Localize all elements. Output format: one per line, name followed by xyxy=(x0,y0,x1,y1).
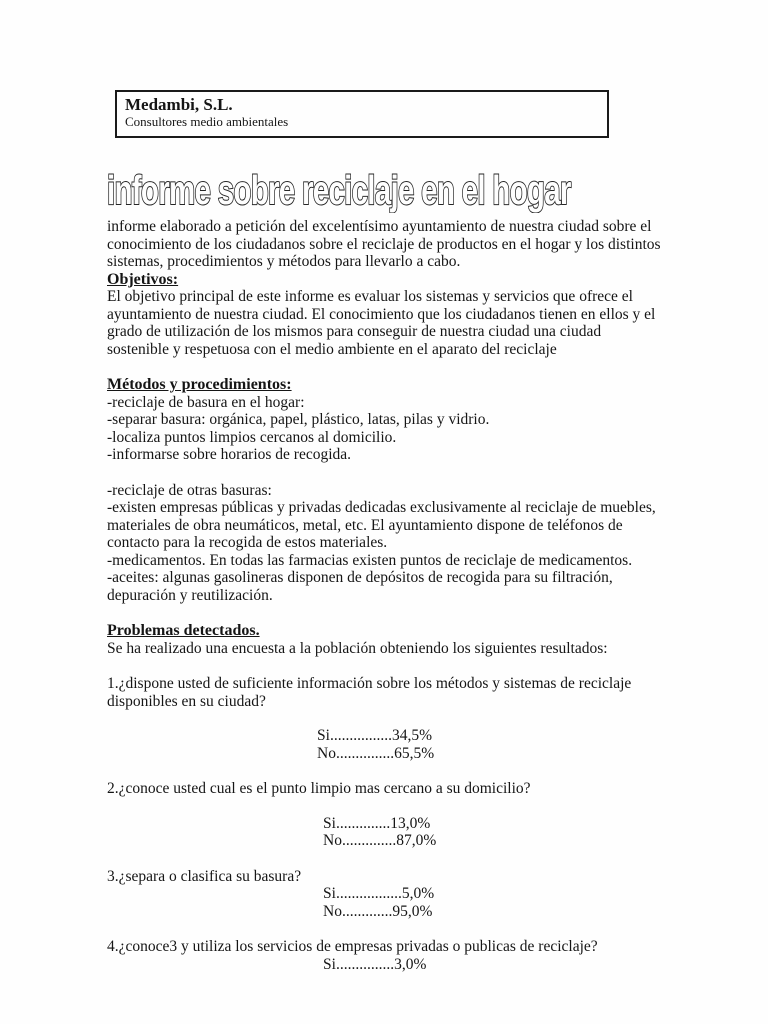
list-item: -existen empresas públicas y privadas dedicadas exclusivamente al reciclaje de muebles, materiales de obra neumáticos, metal, etc. El ayuntamiento dispone de teléfonos de contacto para la recogida de estos materiales. xyxy=(107,499,656,551)
answer-label: No xyxy=(323,902,342,920)
dot-leader: .............. xyxy=(341,832,397,849)
list-item: -aceites: algunas gasolineras disponen de depósitos de recogida para su filtración, depuración y reutilización. xyxy=(107,569,613,604)
answer-label: Si xyxy=(317,727,330,744)
problemas-heading: Problemas detectados. xyxy=(107,622,260,639)
answer-line xyxy=(317,745,663,763)
answers-block xyxy=(323,815,663,850)
list-item: -informarse sobre horarios de recogida. xyxy=(107,446,352,463)
list-item: -separar basura: orgánica, papel, plástico, latas, pilas y vidrio. xyxy=(107,411,490,428)
survey-question-1 xyxy=(107,675,663,762)
answer-value: 87,0% xyxy=(396,832,437,849)
dot-leader: .............. xyxy=(335,814,391,832)
dot-leader: ................. xyxy=(335,885,402,902)
survey-question-3 xyxy=(107,868,663,921)
answers-block xyxy=(323,885,663,920)
company-name: Medambi, S.L. xyxy=(125,95,233,114)
answers-block xyxy=(317,727,663,762)
answer-line xyxy=(323,903,663,921)
list-item: -medicamentos. En todas las farmacias existen puntos de reciclaje de medicamentos. xyxy=(107,551,633,569)
intro-paragraph: informe elaborado a petición del excelentísimo ayuntamiento de nuestra ciudad sobre el conocimiento de los ciudadanos sobre el reciclaje de productos en el hogar y los distintos sistemas, procedimientos y métodos para llevarlo a cabo. xyxy=(107,218,661,270)
dot-leader: ................ xyxy=(329,727,392,744)
answer-label: Si xyxy=(323,955,336,973)
metodos-heading: Métodos y procedimientos: xyxy=(107,376,292,393)
answer-value: 3,0% xyxy=(394,955,427,973)
list-item: -reciclaje de basura en el hogar: xyxy=(107,393,305,411)
answer-line xyxy=(323,956,663,974)
dot-leader: ............... xyxy=(335,955,395,973)
question-text: 4.¿conoce3 y utiliza los servicios de empresas privadas o publicas de reciclaje? xyxy=(107,938,598,955)
answer-line xyxy=(323,832,663,850)
answer-line xyxy=(323,815,663,833)
survey-question-2 xyxy=(107,780,663,850)
answer-value: 34,5% xyxy=(391,727,432,744)
letterhead-box xyxy=(115,90,609,138)
survey-question-4 xyxy=(107,938,663,973)
list-item: -localiza puntos limpios cercanos al domicilio. xyxy=(107,428,397,446)
answer-line xyxy=(323,885,663,903)
answers-block xyxy=(323,956,663,974)
answer-value: 13,0% xyxy=(390,814,431,832)
company-subtitle: Consultores medio ambientales xyxy=(125,114,289,129)
document-body xyxy=(107,218,663,973)
answer-label: No xyxy=(323,832,342,849)
question-text: 3.¿separa o clasifica su basura? xyxy=(107,867,302,885)
metodos-list-hogar xyxy=(107,394,663,464)
answer-value: 95,0% xyxy=(392,902,433,920)
objetivos-paragraph: El objetivo principal de este informe es evaluar los sistemas y servicios que ofrece el ayuntamiento de nuestra ciudad. El conocimiento que los ciudadanos tienen en ellos y el grado de utilización de los mismos para conseguir de nuestra ciudad una ciudad sostenible y respetuosa con el medio ambiente en el aparato del reciclaje xyxy=(107,288,656,358)
metodos-list-otras xyxy=(107,482,663,605)
dot-leader: ............... xyxy=(335,744,395,762)
answer-line xyxy=(317,727,663,745)
answer-label: No xyxy=(317,744,336,762)
dot-leader: ............. xyxy=(341,902,393,920)
problemas-intro: Se ha realizado una encuesta a la población obteniendo los siguientes resultados: xyxy=(107,639,608,657)
list-item: -reciclaje de otras basuras: xyxy=(107,481,272,499)
question-text: 2.¿conoce usted cual es el punto limpio mas cercano a su domicilio? xyxy=(107,780,531,797)
answer-value: 65,5% xyxy=(394,744,435,762)
document-title: informe sobre reciclaje en el hogar xyxy=(107,167,571,213)
answer-label: Si xyxy=(323,814,336,832)
question-text: 1.¿dispone usted de suficiente información sobre los métodos y sistemas de reciclaje disponibles en su ciudad? xyxy=(107,675,632,710)
answer-label: Si xyxy=(323,885,336,902)
answer-value: 5,0% xyxy=(401,885,435,902)
objetivos-heading: Objetivos: xyxy=(107,270,179,288)
